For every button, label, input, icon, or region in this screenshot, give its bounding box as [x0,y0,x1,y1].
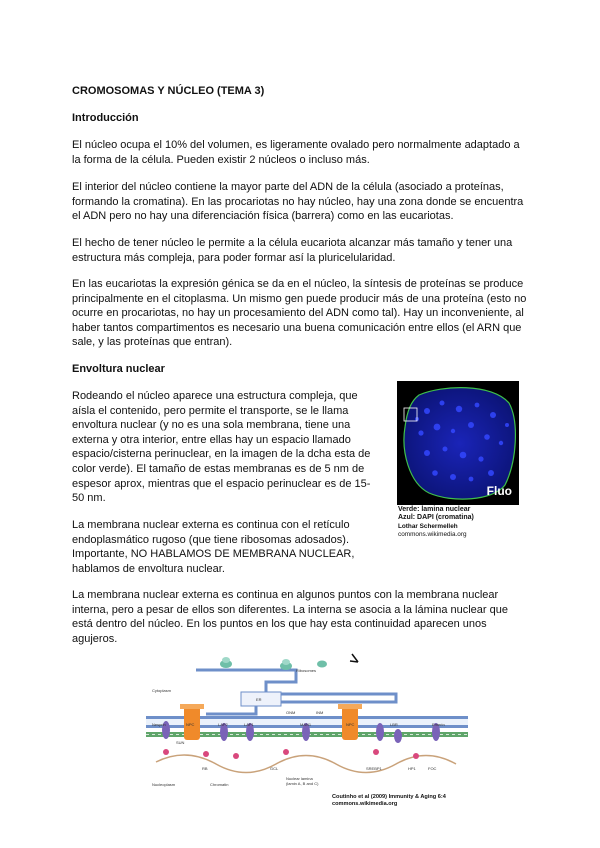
diagram-credit-source: commons.wikimedia.org [332,801,398,807]
label-er: ER [256,697,262,702]
arrow-mark [350,654,358,662]
envelope-drawing [146,652,468,804]
label-lap2: LAP2 [218,722,228,727]
label-npc-left: NPC [186,722,195,727]
label-cytoplasm: Cytoplasm [152,688,171,693]
label-man1: MAN1 [300,722,312,727]
label-emerin: Emerin [432,722,445,727]
label-sun: SUN [176,740,185,745]
paragraph-envelope-2: La membrana nuclear externa es continua con el retículo endoplasmático rugoso (que tiene ribosomas adosados). Importante, NO HABLAMOS DE MEMBRANA NUCLEAR, hablamos de envoltura nuclear. [72,519,355,575]
label-foc: FOC [428,766,437,771]
label-ribosomes: Ribosomes [296,668,317,673]
label-srebp1: SREBP1 [366,766,382,771]
paragraph-intro-1: El núcleo ocupa el 10% del volumen, es ligeramente ovalado pero normalmente adaptado a la forma de la célula. Pueden existir 2 núcleos o incluso más. [72,139,520,166]
paragraph-intro-4: En las eucariotas la expresión génica se da en el núcleo, la síntesis de proteínas se produce principalmente en el citoplasma. Un mismo gen puede producir más de una proteína (esto no ocurre en procariotas, no hay un procesamiento del ADN como tal). Hay un inconveniente, al haber tantos compartimentos es necesario una buena comunicación entre ellos (el ARN que sale, y las proteínas que entran). [72,278,527,349]
heading-introduccion: Introducción [72,112,139,124]
paragraph-envelope-3: La membrana nuclear externa es continua en algunos puntos con la membrana nuclear interna, pero a pesar de ellos son diferentes. La interna se asocia a la lámina nuclear que está dentro del núcleo. En los puntos en los que hay esta continuidad aparecen unos agujeros. [72,589,508,645]
nucleus-micrograph-image [397,381,519,505]
label-nucleoplasm: Nucleoplasm [152,782,176,787]
label-gcl: GCL [270,766,279,771]
label-lbr: LBR [390,722,398,727]
caption-source: commons.wikimedia.org [398,531,467,539]
paragraph-intro-2: El interior del núcleo contiene la mayor parte del ADN de la célula (asociado a proteínas, formando la cromatina). En las procariotas no hay núcleo, hay una zona donde se encuentra el ADN pero no hay una diferenciación física (barrera) como en las eucariotas. [72,181,524,223]
document-title: CROMOSOMAS Y NÚCLEO (TEMA 3) [72,85,265,97]
heading-envoltura-nuclear: Envoltura nuclear [72,363,165,375]
caption-author: Lothar Schermelleh [398,522,458,530]
label-chromatin: Chromatin [210,782,229,787]
label-rb: RB [202,766,208,771]
label-lamina-2: (lamin A, B and C) [286,781,319,786]
nuclear-envelope-diagram [146,652,468,804]
label-lap1: LAP1 [244,722,254,727]
paragraph-intro-3: El hecho de tener núcleo le permite a la célula eucariota alcanzar más tamaño y tener una estructura más compleja, para poder formar así la pluricelularidad. [72,237,513,264]
nuclear-lamina-outline [404,388,515,499]
caption-green: Verde: lamina nuclear [398,506,471,513]
caption-blue: Azul: DAPI (cromatina) [398,514,474,522]
label-npc-right: NPC [346,722,355,727]
fluo-label: Fluo [486,484,512,498]
label-hp1: HP1 [408,766,416,771]
micrograph-caption [398,506,474,540]
label-inm: INM [316,710,324,715]
paragraph-envelope-1: Rodeando el núcleo aparece una estructura compleja, que aísla el contenido, pero permite el transporte, se le llama envoltura nuclear (y no es una sola membrana, tiene una externa y otra interior, entre ellas hay un espacio llamado espacio/cisterna perinuclear, en la imagen de la dcha esta de color verde). El tamaño de estas membranas es de 5 nm de espesor aprox, mientras que el espacio perinuclear es de 15-50 nm. [72,390,371,505]
diagram-credit [332,794,446,808]
label-onm: ONM [286,710,296,715]
er-tubes [196,670,396,714]
label-nesprin: Nesprin [152,722,166,727]
diagram-credit-citation: Coutinho et al (2009) Immunity & Aging 6:4 [332,794,446,800]
label-lamina-1: Nuclear lamina [286,776,313,781]
